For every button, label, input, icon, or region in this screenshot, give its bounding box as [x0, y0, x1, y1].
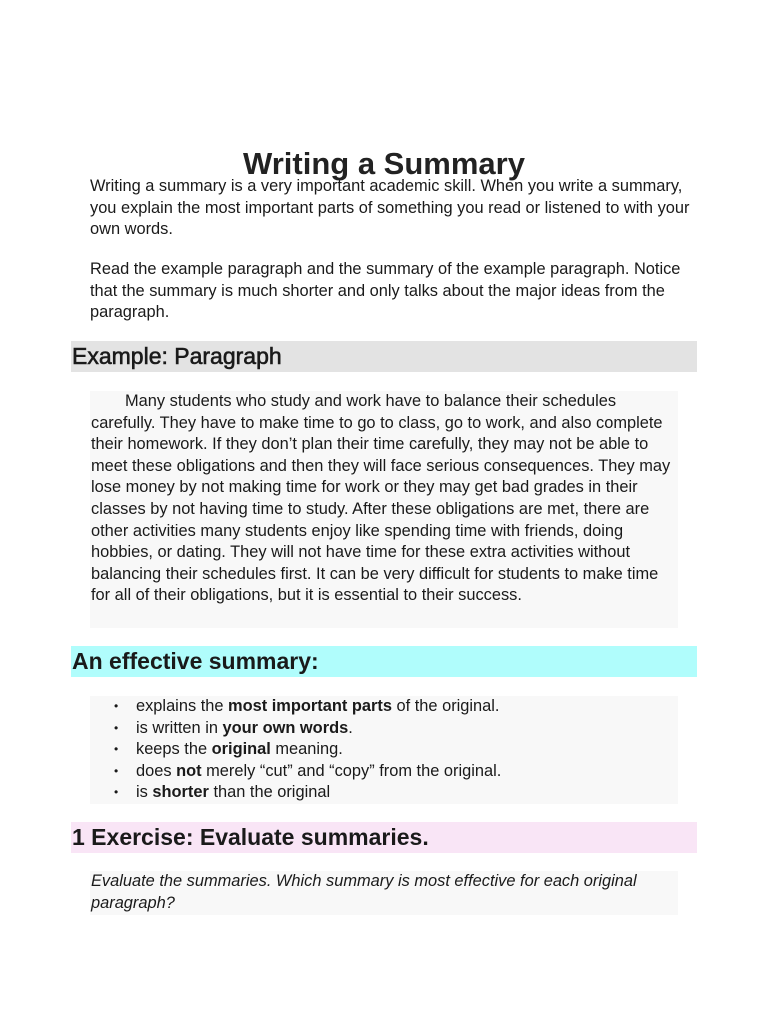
list-item-text: meaning.	[270, 740, 343, 759]
list-item	[90, 718, 678, 740]
bullet-icon: •	[114, 742, 119, 757]
effective-summary-list-box	[90, 696, 678, 804]
list-item-text: than the original	[208, 783, 331, 802]
list-item	[90, 739, 678, 761]
list-item-text: keeps the	[136, 740, 212, 759]
list-item-text: .	[348, 718, 353, 737]
list-item-emphasis: not	[176, 761, 202, 780]
list-item-text: does	[136, 761, 177, 780]
list-item-emphasis: most important parts	[228, 697, 392, 715]
bullet-icon: •	[114, 720, 119, 735]
bullet-icon: •	[114, 785, 119, 800]
effective-summary-heading: An effective summary:	[71, 646, 697, 677]
intro-paragraph-2: Read the example paragraph and the summary of the example paragraph. Notice that the summary is much shorter and only talks about the major ideas from the paragraph.	[90, 260, 681, 321]
list-item-emphasis: your own words	[222, 718, 349, 737]
example-paragraph-box	[90, 391, 678, 628]
list-item-text: of the original.	[391, 697, 500, 715]
list-item-emphasis: shorter	[152, 783, 209, 802]
list-item-emphasis: original	[211, 740, 271, 759]
example-paragraph-heading: Example: Paragraph	[71, 341, 697, 372]
page-title: Writing a Summary	[243, 145, 525, 181]
list-item-text: is written in	[136, 718, 223, 737]
list-item	[90, 761, 678, 783]
bullet-icon: •	[114, 699, 119, 713]
exercise-instruction-box	[90, 871, 678, 915]
effective-summary-list	[90, 696, 678, 804]
intro-paragraph-1: Writing a summary is a very important academic skill. When you write a summary, you explain the most important parts of something you read or listened to with your own words.	[90, 177, 690, 238]
list-item	[90, 696, 678, 718]
exercise-instruction: Evaluate the summaries. Which summary is most effective for each original paragraph?	[91, 872, 637, 912]
exercise-heading: 1 Exercise: Evaluate summaries.	[71, 822, 697, 853]
list-item	[90, 782, 678, 804]
example-paragraph-text: Many students who study and work have to balance their schedules carefully. They have to make time to go to class, go to work, and also complete their homework. If they don’t plan their time carefully, they may not be able to meet these obligations and then they will face serious consequences. They may lose money by not making time for work or they may get bad grades in their classes by not having time to study. After these obligations are met, there are other activities many students enjoy like spending time with friends, doing hobbies, or dating. They will not have time for these extra activities without balancing their schedules first. It can be very difficult for students to make time for all of their obligations, but it is essential to their success.	[91, 392, 671, 605]
list-item-text: is	[136, 783, 153, 802]
list-item-text: explains the	[136, 697, 229, 715]
list-item-text: merely “cut” and “copy” from the original.	[201, 761, 502, 780]
bullet-icon: •	[114, 763, 119, 778]
